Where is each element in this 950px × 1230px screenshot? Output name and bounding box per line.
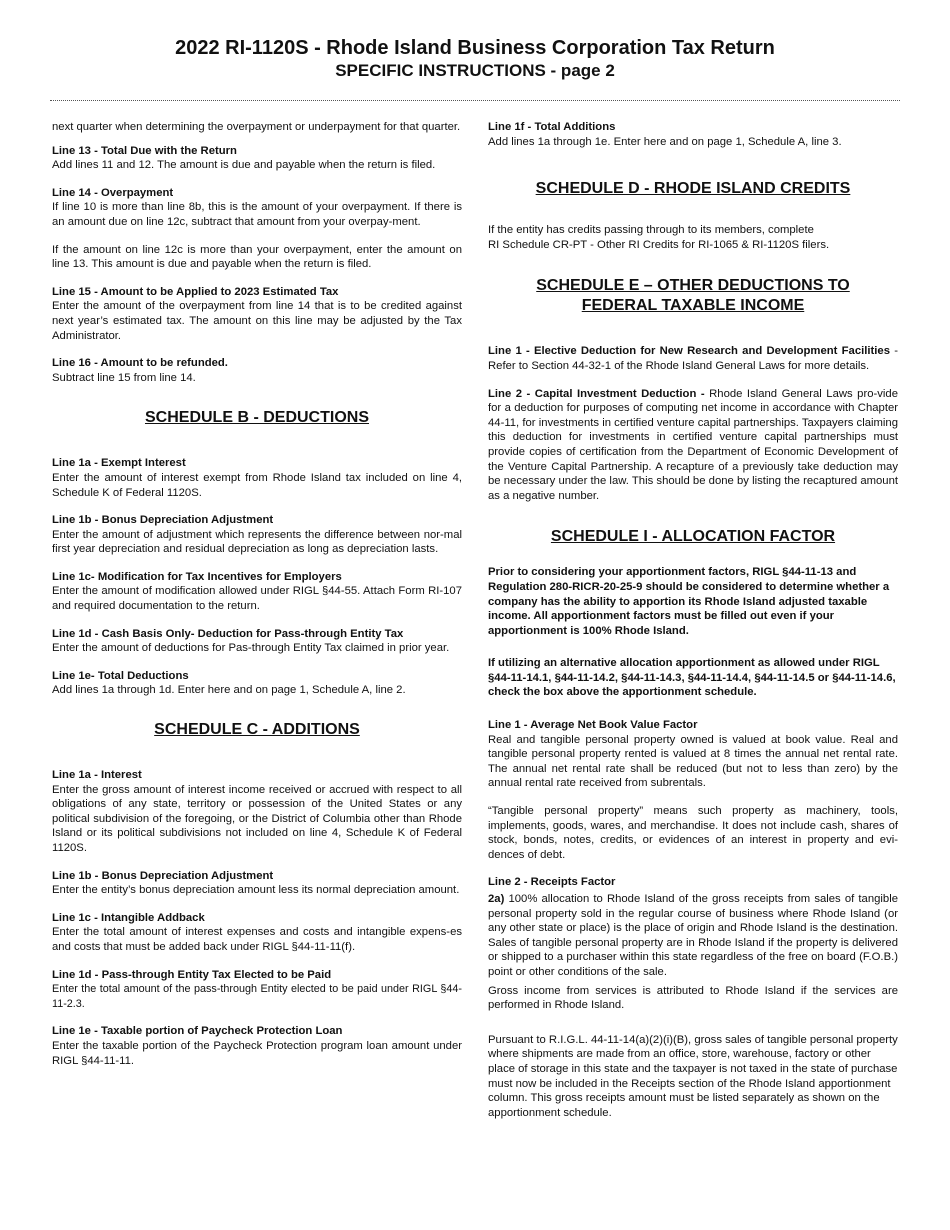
- c-line1a-text: Enter the gross amount of interest income received or accrued with respect to all obligations of any state, territory or possession of the United States or any political subdivision of the foregoing, or the District of Columbia other than Rhode Island or its political subdivisions not included on line 4, Schedule K of Federal 1120S.: [52, 783, 462, 854]
- e-line2-text: Rhode Island General Laws pro-vide for a deduction for purposes of computing net income in accordance with Chapter 44-11, for investments in certified venture capital partnerships. Taxpayers claiming this deduction for investments in certified venture capital partnerships must provide copies of certification from the Department of Economic Development of the Venture Capital Partnership. A recapture of a previously take deduction may be necessary under the law. This should be done by listing the recaptured amount as a negative number.: [488, 387, 898, 502]
- b-line1a-label: Line 1a - Exempt Interest: [52, 457, 186, 470]
- i-bold-para-2: If utilizing an alternative allocation apportionment as allowed under RIGL §44-11-14.1, §44-11-14.2, §44-11-14.3, §44-11-14.4, §44-11-14.5 or §44-11-14.6, check the box above the apportionment schedule.: [488, 657, 896, 699]
- line13-text: Add lines 11 and 12. The amount is due and payable when the return is filed.: [52, 159, 436, 172]
- c-line1f-text: Add lines 1a through 1e. Enter here and on page 1, Schedule A, line 3.: [488, 135, 842, 148]
- c-line1a-label: Line 1a - Interest: [52, 769, 142, 782]
- i-line1-text: Real and tangible personal property owned is valued at book value. Real and tangible personal property rented is valued at 8 times the annual net rental rate. The annual net rental rate shall be reduced (but not to less than zero) by the annual rental rate received from subrentals.: [488, 733, 898, 790]
- schedule-d-heading: SCHEDULE D - RHODE ISLAND CREDITS: [535, 180, 851, 198]
- i-line2a-text: 100% allocation to Rhode Island of the gross receipts from sales of tangible personal property sold in the regular course of business where Rhode Island (or any other state or place) is the place of origin and Rhode Island is the destination. Sales of tangible personal property are in Rhode Island if the property is delivered or shipped to a purchaser within this state regardless of the free on board (F.O.B.) point or other conditions of the sale.: [488, 893, 898, 978]
- b-line1a-text: Enter the amount of interest exempt from Rhode Island tax included on line 4, Schedule K of Federal 1120S.: [52, 471, 462, 499]
- i-line2-text-2: Gross income from services is attributed to Rhode Island if the services are performed in Rhode Island.: [488, 984, 898, 1012]
- c-line1d-text: Enter the total amount of the pass-through Entity elected to be paid under RIGL §44-11-2.3.: [52, 983, 462, 1010]
- e-line2-label: Line 2 - Capital Investment Deduction -: [488, 387, 705, 400]
- c-line1d-label: Line 1d - Pass-through Entity Tax Elected to be Paid: [52, 968, 332, 981]
- i-bold-para-1: Prior to considering your apportionment factors, RIGL §44-11-13 and Regulation 280-RICR-20-25-9 should be considered to determine whether a company has the ability to apportion its Rhode Island adjusted taxable income. All apportionment factors must be filled out even if your apportionment is 100% Rhode Island.: [488, 566, 890, 637]
- i-line2-text-3: Pursuant to R.I.G.L. 44-11-14(a)(2)(i)(B), gross sales of tangible personal property where shipments are made from an office, store, warehouse, factory or other place of storage in this state and the taxpayer is not taxed in the state of purchase must now be included in the Receipts section of the Rhode Island apportionment column. This gross receipts amount must be listed separately as shown on the apportionment schedule.: [488, 1033, 898, 1119]
- line14-label: Line 14 - Overpayment: [52, 186, 174, 199]
- line13-label: Line 13 - Total Due with the Return: [52, 144, 237, 157]
- e-line1: [488, 344, 898, 373]
- continued-text: next quarter when determining the overpayment or underpayment for that quarter.: [52, 121, 461, 133]
- header-divider: [50, 100, 900, 101]
- b-line1b-text: Enter the amount of adjustment which represents the difference between nor-mal first year depreciation and residual depreciation as long as depreciation lasts.: [52, 528, 462, 556]
- line14-text: If line 10 is more than line 8b, this is the amount of your overpayment. If there is an amount due on line 12c, subtract that amount from your overpay-ment.: [52, 201, 462, 228]
- schedule-b-heading: SCHEDULE B - DEDUCTIONS: [144, 409, 369, 427]
- i-line2-label: Line 2 - Receipts Factor: [488, 876, 616, 889]
- i-line2a-label: 2a): [488, 893, 505, 905]
- c-line1c-text: Enter the total amount of interest expenses and costs and intangible expens-es and costs that must be added back under RIGL §44-11-11(f).: [52, 926, 462, 953]
- line14-text-2: If the amount on line 12c is more than your overpayment, enter the amount on line 13. This amount is due and payable when the return is filed.: [52, 243, 462, 271]
- i-line2a: [488, 892, 898, 980]
- page-header: [0, 36, 950, 82]
- c-line1c-label: Line 1c - Intangible Addback: [52, 911, 205, 924]
- b-line1e-label: Line 1e- Total Deductions: [52, 669, 189, 682]
- schedule-c-heading: SCHEDULE C - ADDITIONS: [154, 721, 360, 739]
- i-line1-text-2: “Tangible personal property” means such property as machinery, tools, implements, goods, wares, and merchandise. It does not include cash, shares of stock, bonds, notes, credits, or evidences of an interest in property and evi-dences of debt.: [488, 805, 898, 861]
- line16-text: Subtract line 15 from line 14.: [52, 371, 196, 384]
- b-line1b-label: Line 1b - Bonus Depreciation Adjustment: [52, 514, 274, 527]
- b-line1e-text: Add lines 1a through 1d. Enter here and on page 1, Schedule A, line 2.: [52, 684, 406, 697]
- e-line1-text: - Refer to Section 44-32-1 of the Rhode Island General Laws for more details.: [488, 345, 898, 372]
- d-text-2: RI Schedule CR-PT - Other RI Credits for RI-1065 & RI-1120S filers.: [488, 238, 830, 251]
- d-text-1: If the entity has credits passing through to its members, complete: [488, 224, 814, 237]
- c-line1f-label: Line 1f - Total Additions: [488, 121, 616, 133]
- c-line1e-text: Enter the taxable portion of the Paycheck Protection program loan amount under RIGL §44-11-11.: [52, 1039, 462, 1067]
- schedule-e-heading-1: SCHEDULE E – OTHER DEDUCTIONS TO: [536, 277, 850, 295]
- page-title: 2022 RI-1120S - Rhode Island Business Corporation Tax Return: [175, 37, 775, 59]
- e-line1-label: Line 1 - Elective Deduction for New Research and Development Facilities: [488, 345, 890, 358]
- i-line1-label: Line 1 - Average Net Book Value Factor: [488, 719, 698, 732]
- left-column: [52, 120, 462, 1068]
- line15-text: Enter the amount of the overpayment from line 14 that is to be credited against next year’s estimated tax. The amount on this line may be adjusted by the Tax Administrator.: [52, 300, 462, 342]
- c-line1e-label: Line 1e - Taxable portion of Paycheck Protection Loan: [52, 1025, 343, 1038]
- right-column: [488, 120, 898, 1120]
- b-line1d-label: Line 1d - Cash Basis Only- Deduction for Pass-through Entity Tax: [52, 627, 404, 640]
- c-line1b-label: Line 1b - Bonus Depreciation Adjustment: [52, 869, 274, 882]
- c-line1b-text: Enter the entity’s bonus depreciation amount less its normal depreciation amount.: [52, 884, 460, 897]
- b-line1c-label: Line 1c- Modification for Tax Incentives for Employers: [52, 570, 342, 583]
- page-subtitle: SPECIFIC INSTRUCTIONS - page 2: [335, 61, 615, 80]
- b-line1c-text: Enter the amount of modification allowed under RIGL §44-55. Attach Form RI-107 and required documentation to the return.: [52, 585, 462, 613]
- line15-label: Line 15 - Amount to be Applied to 2023 Estimated Tax: [52, 285, 339, 298]
- b-line1d-text: Enter the amount of deductions for Pas-through Entity Tax claimed in prior year.: [52, 642, 450, 655]
- line16-label: Line 16 - Amount to be refunded.: [52, 357, 228, 370]
- schedule-e-heading-2: FEDERAL TAXABLE INCOME: [581, 297, 805, 315]
- e-line2: [488, 387, 898, 504]
- schedule-i-heading: SCHEDULE I - ALLOCATION FACTOR: [550, 528, 836, 546]
